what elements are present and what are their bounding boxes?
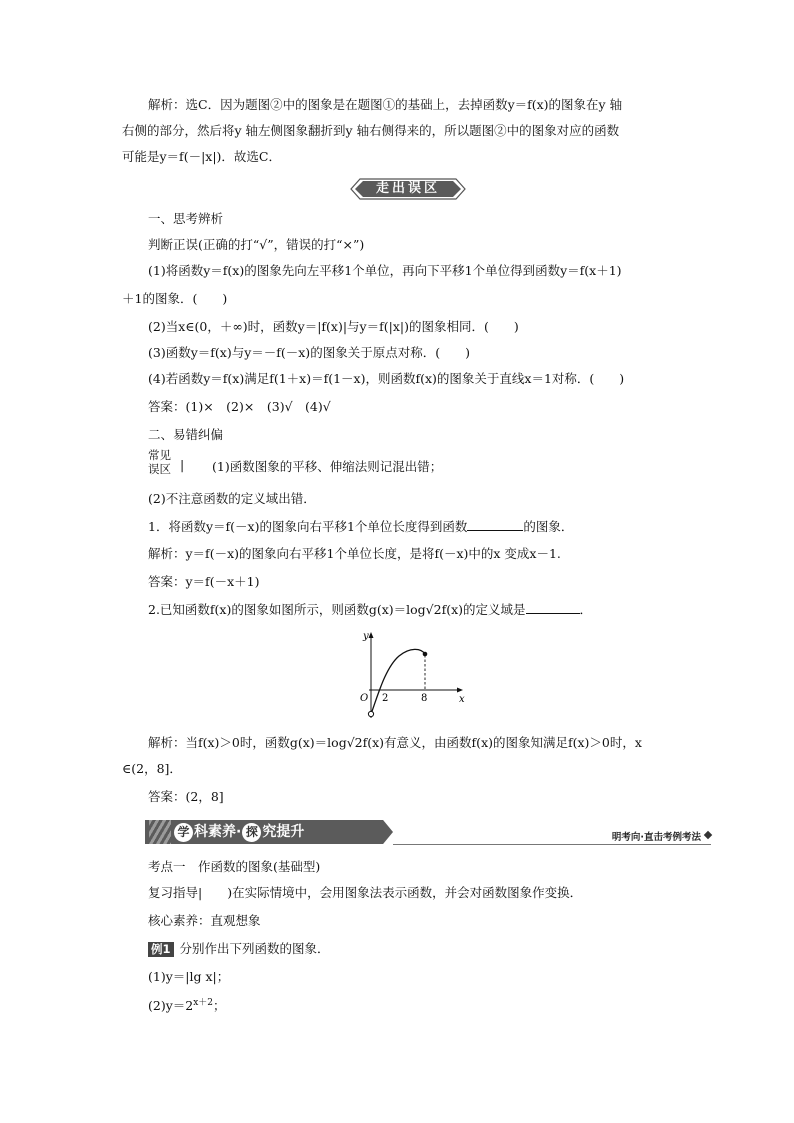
function-2-base: (2)y＝2 bbox=[148, 998, 194, 1014]
intro-line-1: 解析：选C．因为题图②中的图象是在题图①的基础上，去掉函数y＝f(x)的图象在y 轴 bbox=[148, 97, 623, 112]
core-literacy: 核心素养：直观想象 bbox=[148, 913, 261, 928]
error-2: (2)不注意函数的定义域出错． bbox=[148, 491, 316, 506]
review-guide: 复习指导| )在实际情境中，会用图象法表示函数，并会对函数图象作变换． bbox=[148, 885, 583, 900]
problem-1-answer: 答案：y＝f(－x＋1) bbox=[148, 574, 260, 589]
tick-8: 8 bbox=[421, 693, 428, 704]
y-arrow bbox=[369, 632, 374, 638]
problem-2 bbox=[148, 601, 592, 619]
function-1: (1)y＝|lg x|； bbox=[148, 969, 230, 984]
instruction: 判断正误(正确的打“√”，错误的打“×”) bbox=[148, 237, 365, 252]
example-1 bbox=[148, 940, 330, 958]
problem-1-end: 的图象． bbox=[523, 519, 574, 534]
closed-endpoint bbox=[423, 652, 428, 657]
answer-1: 答案：(1)× (2)× (3)√ (4)√ bbox=[148, 399, 331, 414]
banner-dot: · bbox=[236, 824, 242, 840]
x-axis-label: x bbox=[459, 694, 465, 705]
problem-1 bbox=[148, 518, 573, 536]
function-graph bbox=[355, 628, 475, 724]
x-arrow bbox=[457, 688, 463, 693]
function-2-end: ； bbox=[213, 998, 226, 1014]
question-3: (3)函数y＝f(x)与y＝－f(－x)的图象关于原点对称．( ) bbox=[148, 345, 470, 360]
intro-line-2: 右侧的部分，然后将y 轴左侧图象翻折到y 轴右侧得来的，所以题图②中的图象对应的函数 bbox=[122, 123, 620, 138]
banner-subtitle: 明考向·直击考例考法 bbox=[611, 832, 701, 843]
example-badge: 例1 bbox=[148, 942, 174, 957]
function-2 bbox=[148, 994, 226, 1015]
circle-char-2: 探 bbox=[242, 823, 261, 842]
kaodian-heading: 考点一 作函数的图象(基础型) bbox=[148, 859, 321, 874]
problem-2-answer: 答案：(2，8] bbox=[148, 789, 224, 804]
circle-char-1: 学 bbox=[174, 823, 193, 842]
banner-text-2: 究提升 bbox=[262, 824, 305, 840]
problem-2-solution-b: ∈(2，8]． bbox=[122, 761, 182, 776]
function-curve bbox=[371, 649, 428, 714]
problem-1-solution: 解析：y＝f(－x)的图象向右平移1个单位长度，是将f(－x)中的x 变成x－1. bbox=[148, 546, 561, 561]
banner-title bbox=[173, 820, 304, 844]
intro-line-3: 可能是y＝f(－|x|)．故选C． bbox=[122, 149, 281, 164]
error-1: (1)函数图象的平移、伸缩法则记混出错； bbox=[212, 459, 443, 474]
open-endpoint bbox=[368, 711, 373, 716]
banner-text-1: 科素养 bbox=[194, 824, 236, 840]
example-text: 分别作出下列函数的图象． bbox=[179, 941, 330, 956]
problem-2-text: 2.已知函数f(x)的图象如图所示，则函数g(x)＝log√2f(x)的定义域是 bbox=[148, 602, 526, 617]
banner-rule bbox=[393, 844, 711, 845]
y-axis-label: y bbox=[363, 631, 369, 642]
question-2: (2)当x∈(0，＋∞)时，函数y＝|f(x)|与y＝f(|x|)的图象相同．( ) bbox=[148, 319, 519, 334]
question-1a: (1)将函数y＝f(x)的图象先向左平移1个单位，再向下平移1个单位得到函数y＝f(x＋1) bbox=[148, 263, 622, 278]
problem-1-text: 1．将函数y＝f(－x)的图象向右平移1个单位长度得到函数 bbox=[148, 519, 468, 534]
banner-title: 走出误区 bbox=[375, 181, 440, 196]
question-1b: ＋1的图象．( ) bbox=[122, 291, 228, 306]
function-2-exponent: x＋2 bbox=[193, 998, 214, 1008]
question-4: (4)若函数y＝f(x)满足f(1＋x)＝f(1－x)，则函数f(x)的图象关于直线x＝1对称．( ) bbox=[148, 371, 625, 386]
tag-common-top: 常见 bbox=[148, 448, 171, 462]
problem-2-solution-a: 解析：当f(x)＞0时，函数g(x)＝log√2f(x)有意义，由函数f(x)的图象知满足f(x)＞0时，x bbox=[148, 735, 642, 750]
tag-common-bottom: 误区 bbox=[148, 462, 171, 476]
banner-stripes bbox=[149, 820, 171, 844]
problem-2-end: ． bbox=[579, 602, 593, 617]
tick-2: 2 bbox=[382, 693, 389, 704]
origin-label: O bbox=[360, 693, 369, 704]
section-heading-errors: 二、易错纠偏 bbox=[148, 427, 224, 442]
answer-blank bbox=[526, 601, 580, 614]
section-banner-mistakes bbox=[350, 178, 466, 200]
section-heading-think: 一、思考辨析 bbox=[148, 211, 224, 226]
answer-blank bbox=[467, 518, 523, 531]
tag-bar: | bbox=[180, 457, 185, 472]
section-banner-literacy bbox=[145, 818, 711, 846]
diamond-icon bbox=[704, 831, 712, 839]
